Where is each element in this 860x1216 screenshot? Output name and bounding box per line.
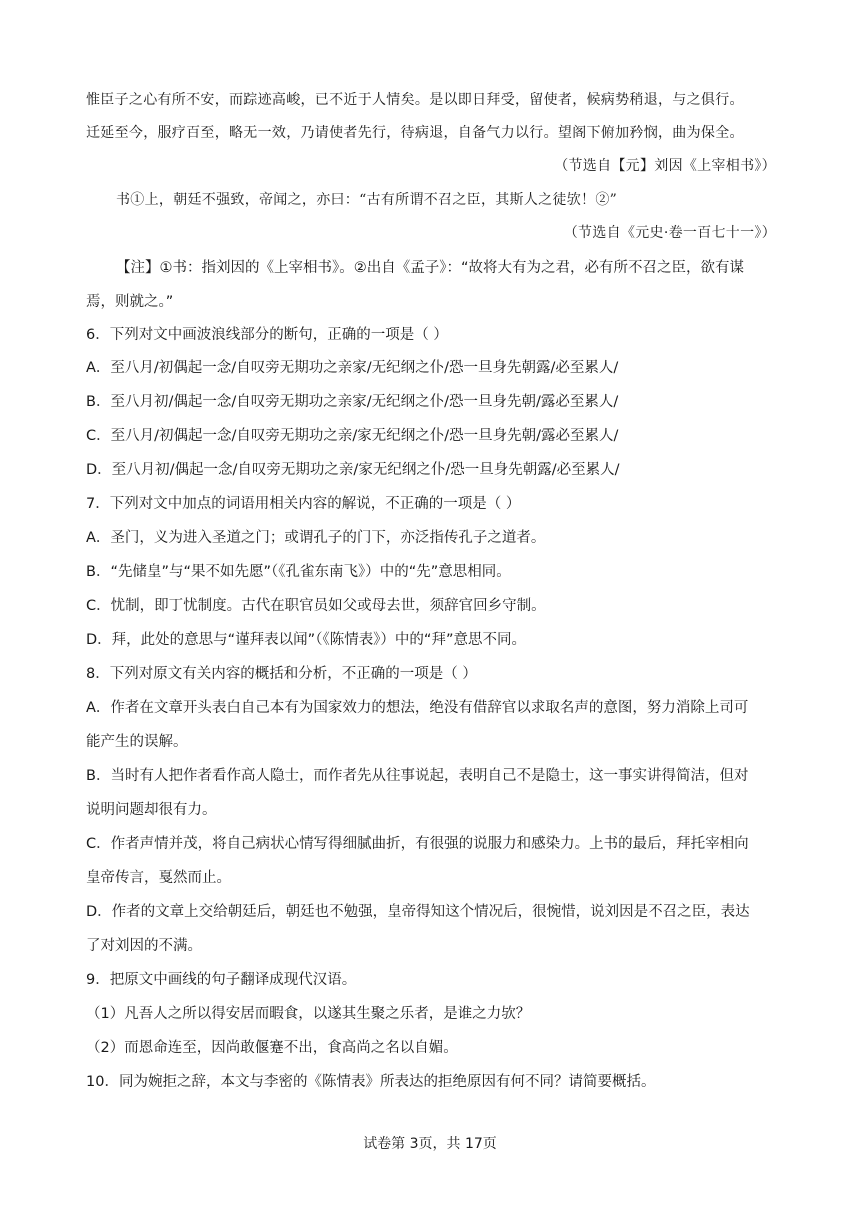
question-6-option-c: C．至八月/初偶起一念/自叹旁无期功之亲/家无纪纲之仆/恐一旦身先朝/露必至累人/ — [86, 428, 619, 444]
question-8-option-c-line-1: C．作者声情并茂，将自己病状心情写得细腻曲折，有很强的说服力和感染力。上书的最后，拜托宰相向 — [86, 836, 749, 852]
question-7-option-b: B．“先储皇”与“果不如先愿”（《孔雀东南飞》）中的“先”意思相同。 — [86, 564, 511, 580]
question-8-option-d-line-2: 了对刘因的不满。 — [86, 938, 202, 954]
question-7-option-c: C．忧制，即丁忧制度。古代在职官员如父或母去世，须辞官回乡守制。 — [86, 598, 546, 614]
passage-line-2: 迁延至今，服疗百至，略无一效，乃请使者先行，待病退，自备气力以行。望阁下俯加矜悯，曲为保全。 — [86, 125, 744, 141]
annotation-line-2: 焉，则就之。” — [86, 294, 174, 310]
question-8-option-b-line-1: B．当时有人把作者看作高人隐士，而作者先从往事说起，表明自己不是隐士，这一事实讲得简洁，但对 — [86, 768, 749, 784]
question-7-option-d: D．拜，此处的意思与“谨拜表以闻”（《陈情表》）中的“拜”意思不同。 — [86, 632, 526, 648]
question-8-option-b-line-2: 说明问题却很有力。 — [86, 802, 217, 818]
question-10-stem: 10．同为婉拒之辞，本文与李密的《陈情表》所表达的拒绝原因有何不同？请简要概括。 — [86, 1074, 656, 1090]
question-7-stem: 7．下列对文中加点的词语用相关内容的解说，不正确的一项是（ ） — [86, 496, 521, 512]
question-6-option-a: A．至八月/初偶起一念/自叹旁无期功之亲家/无纪纲之仆/恐一旦身先朝露/必至累人/ — [86, 360, 619, 376]
question-9-stem: 9．把原文中画线的句子翻译成现代汉语。 — [86, 972, 357, 988]
question-9-sentence-1: （1）凡吾人之所以得安居而暇食，以遂其生聚之乐者，是谁之力欤？ — [86, 1006, 531, 1022]
question-6-option-d: D．至八月初/偶起一念/自叹旁无期功之亲/家无纪纲之仆/恐一旦身先朝露/必至累人/ — [86, 462, 620, 478]
passage-source-2: （节选自《元史·卷一百七十一》） — [563, 225, 776, 241]
question-6-stem: 6．下列对文中画波浪线部分的断句，正确的一项是（ ） — [86, 327, 448, 343]
passage-source-1: （节选自【元】刘因《上宰相书》） — [554, 158, 776, 174]
question-6-option-b: B．至八月初/偶起一念/自叹旁无期功之亲家/无纪纲之仆/恐一旦身先朝/露必至累人/ — [86, 394, 619, 410]
question-7-option-a: A．圣门，义为进入圣道之门；或谓孔子的门下，亦泛指传孔子之道者。 — [86, 530, 546, 546]
question-8-option-c-line-2: 皇帝传言，戛然而止。 — [86, 870, 231, 886]
question-9-sentence-2: （2）而恩命连至，因尚敢偃蹇不出，食高尚之名以自媚。 — [86, 1040, 458, 1056]
question-8-option-d-line-1: D．作者的文章上交给朝廷后，朝廷也不勉强，皇帝得知这个情况后，很惋惜，说刘因是不召之臣，表达 — [86, 904, 750, 920]
page-footer: 试卷第 3页，共 17页 — [363, 1136, 497, 1152]
question-8-stem: 8．下列对原文有关内容的概括和分析，不正确的一项是（ ） — [86, 666, 477, 682]
question-8-option-a-line-2: 能产生的误解。 — [86, 734, 188, 750]
annotation-line-1: 【注】①书：指刘因的《上宰相书》。②出自《孟子》：“故将大有为之君，必有所不召之臣，欲有谋 — [116, 260, 745, 276]
question-8-option-a-line-1: A．作者在文章开头表白自己本有为国家效力的想法，绝没有借辞官以求取名声的意图，努力消除上司可 — [86, 700, 749, 716]
passage-line-1: 惟臣子之心有所不安，而踪迹高峻，已不近于人情矣。是以即日拜受，留使者，候病势稍退，与之俱行。 — [86, 92, 744, 108]
passage-line-3: 书①上，朝廷不强致，帝闻之，亦曰：“古有所谓不召之臣，其斯人之徒欤！②” — [116, 192, 618, 208]
